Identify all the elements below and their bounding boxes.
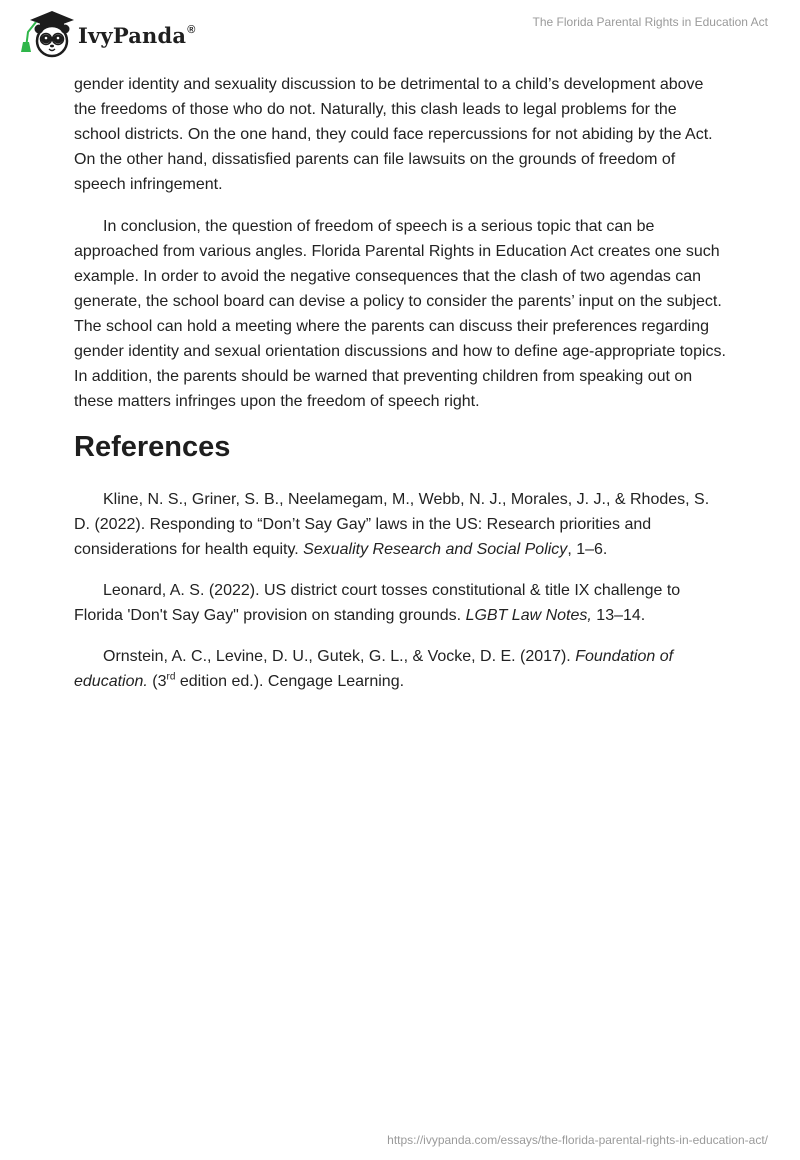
references-heading: References <box>74 431 231 463</box>
page-header <box>0 0 800 60</box>
body-paragraph: In conclusion, the question of freedom of speech is a serious topic that can be approached from various angles. Florida Parental Rights in Education Act creates one such example. In order to avoid the negative consequences that the clash of two agendas can generate, the school board can devise a policy to consider the parents’ input on the subject. The school can hold a meeting where the parents can discuss their preferences regarding gender identity and sexual orientation discussions and how to define age-appropriate topics. In addition, the parents should be warned that preventing children from speaking out on these matters infringes upon the freedom of speech right. <box>74 218 726 410</box>
reference-item: Leonard, A. S. (2022). US district court tosses constitutional & title IX challenge to Florida 'Don't Say Gay" provision on standing grounds. LGBT Law Notes, 13–14. <box>74 582 681 624</box>
document-title: The Florida Parental Rights in Education Act <box>532 15 768 29</box>
body-paragraph: gender identity and sexuality discussion to be detrimental to a child’s development above the freedoms of those who do not. Naturally, this clash leads to legal problems for the school districts. On the one hand, they could face repercussions for not abiding by the Act. On the other hand, dissatisfied parents can file lawsuits on the grounds of freedom of speech infringement. <box>74 76 713 193</box>
source-url[interactable]: https://ivypanda.com/essays/the-florida-parental-rights-in-education-act/ <box>387 1133 768 1147</box>
ivypanda-logo[interactable] <box>14 8 196 58</box>
panda-graduation-cap-logo-icon <box>14 8 76 58</box>
logo-wordmark: IvyPanda® <box>78 22 196 48</box>
reference-item: Kline, N. S., Griner, S. B., Neelamegam, M., Webb, N. J., Morales, J. J., & Rhodes, S. D. (2022). Responding to “Don’t Say Gay” laws in the US: Research priorities and considerations for health equity. Sexuality Research and Social Policy, 1–6. <box>74 491 710 558</box>
reference-item: Ornstein, A. C., Levine, D. U., Gutek, G. L., & Vocke, D. E. (2017). Foundation of education. (3rd edition ed.). Cengage Learning. <box>74 648 674 690</box>
essay-content <box>74 72 726 710</box>
